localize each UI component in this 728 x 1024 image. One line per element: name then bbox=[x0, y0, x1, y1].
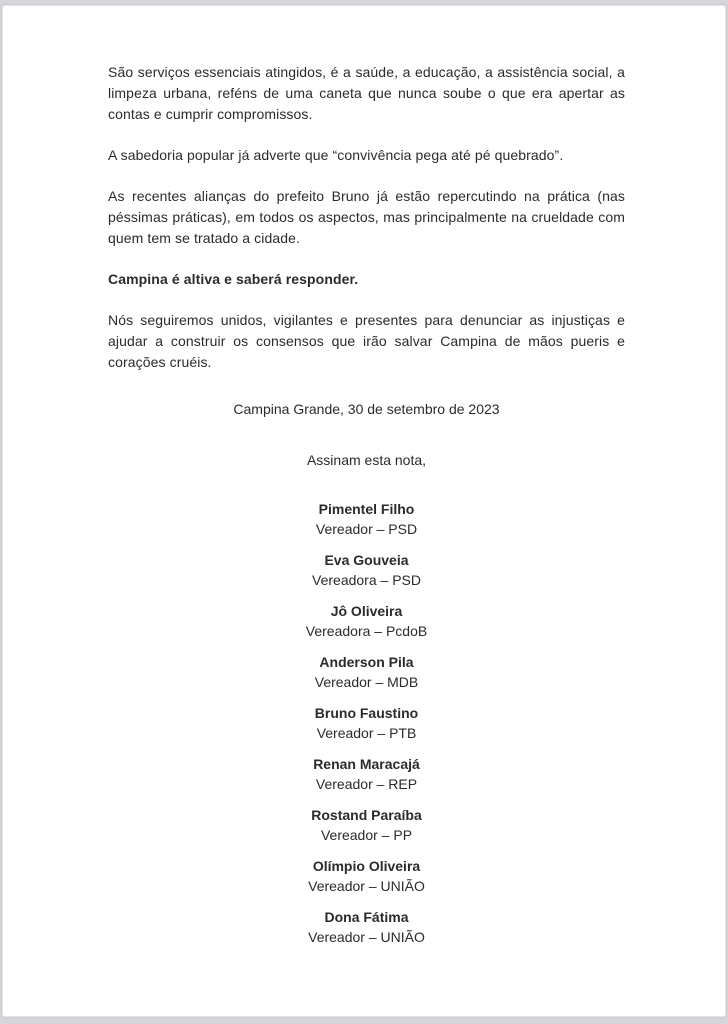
emphasis-paragraph: Campina é altiva e saberá responder. bbox=[108, 271, 359, 287]
signatory-role: Vereador – PTB bbox=[316, 725, 417, 741]
signatory-role: Vereadora – PSD bbox=[312, 572, 421, 588]
body-paragraph: As recentes alianças do prefeito Bruno já estão repercutindo na prática (nas péssimas práticas), em todos os aspectos, mas principalmente na crueldade com quem tem se tratado a cidade. bbox=[108, 188, 625, 246]
signatory-block bbox=[108, 856, 625, 896]
signatory-name: Rostand Paraíba bbox=[311, 807, 422, 823]
signatory-role: Vereadora – PcdoB bbox=[305, 623, 428, 639]
signatory-role: Vereador – UNIÃO bbox=[308, 929, 425, 945]
signatory-block bbox=[108, 550, 625, 590]
signatory-role: Vereador – REP bbox=[315, 776, 418, 792]
signatories-list bbox=[108, 499, 625, 947]
signatory-block bbox=[108, 805, 625, 845]
signatory-name: Eva Gouveia bbox=[324, 552, 409, 568]
signatory-name: Jô Oliveira bbox=[330, 603, 403, 619]
signatory-name: Olímpio Oliveira bbox=[312, 858, 421, 874]
body-paragraph: São serviços essenciais atingidos, é a saúde, a educação, a assistência social, a limpeza urbana, reféns de uma caneta que nunca soube o que era apertar as contas e cumprir compromissos. bbox=[108, 64, 625, 122]
signatory-role: Vereador – MDB bbox=[314, 674, 419, 690]
signatory-role: Vereador – UNIÃO bbox=[308, 878, 425, 894]
signatory-name: Renan Maracajá bbox=[313, 756, 420, 772]
signatory-block bbox=[108, 601, 625, 641]
dateline: Campina Grande, 30 de setembro de 2023 bbox=[233, 401, 500, 417]
signatory-block bbox=[108, 499, 625, 539]
document-page bbox=[2, 5, 726, 1017]
signatory-block bbox=[108, 754, 625, 794]
signatory-name: Anderson Pila bbox=[319, 654, 414, 670]
signatory-role: Vereador – PP bbox=[320, 827, 413, 843]
signatory-block bbox=[108, 703, 625, 743]
signatory-block bbox=[108, 907, 625, 947]
closing-paragraph: Nós seguiremos unidos, vigilantes e presentes para denunciar as injustiças e ajudar a construir os consensos que irão salvar Campina de mãos pueris e corações cruéis. bbox=[108, 312, 625, 370]
signatory-name: Dona Fátima bbox=[324, 909, 409, 925]
signatory-role: Vereador – PSD bbox=[315, 521, 418, 537]
signature-heading: Assinam esta nota, bbox=[306, 452, 427, 468]
body-paragraph: A sabedoria popular já adverte que “convivência pega até pé quebrado”. bbox=[108, 147, 564, 163]
signatory-block bbox=[108, 652, 625, 692]
signatory-name: Bruno Faustino bbox=[314, 705, 419, 721]
signatory-name: Pimentel Filho bbox=[318, 501, 415, 517]
